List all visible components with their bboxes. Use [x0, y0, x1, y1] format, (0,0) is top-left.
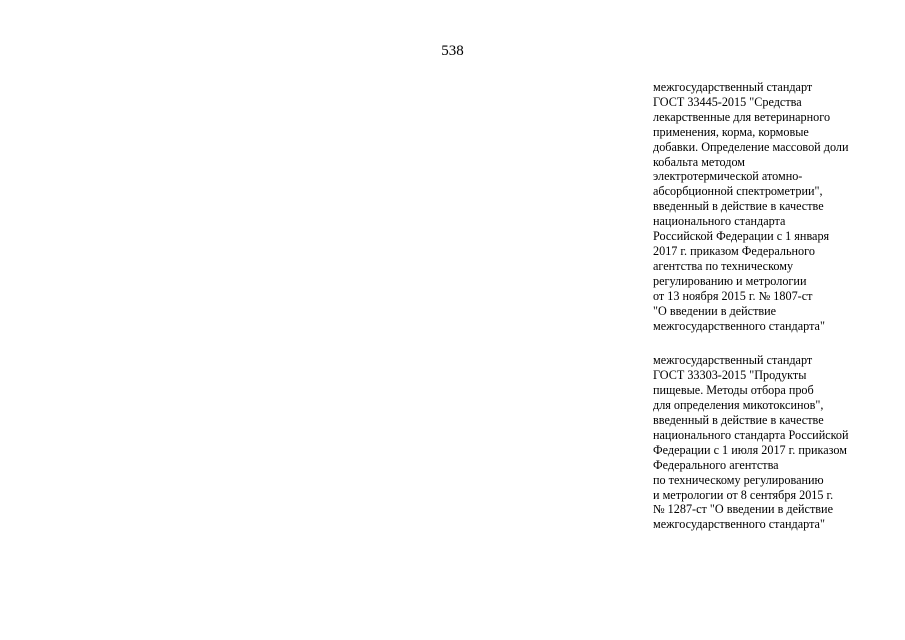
entry-line: Федерального агентства [653, 457, 779, 472]
entry-line: № 1287-ст "О введении в действие [653, 502, 833, 517]
entry-line: абсорбционной спектрометрии", [653, 184, 823, 199]
entry-line: кобальта методом [653, 154, 746, 169]
entry-line: электротермической атомно- [653, 169, 803, 184]
entry-line: национального стандарта Российской [653, 427, 849, 442]
standards-list [653, 80, 893, 552]
entry-line: применения, корма, кормовые [653, 124, 809, 139]
entry-line: межгосударственный стандарт [653, 353, 813, 368]
entry-line: Федерации с 1 июля 2017 г. приказом [653, 442, 847, 457]
entry-line: 2017 г. приказом Федерального [653, 243, 815, 258]
entry-line: межгосударственного стандарта" [653, 517, 825, 532]
entry-line: введенный в действие в качестве [653, 199, 824, 214]
entry-line: ГОСТ 33303-2015 "Продукты [653, 368, 807, 383]
entry-line: введенный в действие в качестве [653, 413, 824, 428]
page-number: 538 [441, 43, 464, 59]
entry-line: по техническому регулированию [653, 472, 824, 487]
standard-entry-gost-33303 [653, 353, 893, 532]
entry-line: пищевые. Методы отбора проб [653, 383, 814, 398]
entry-line: и метрологии от 8 сентября 2015 г. [653, 487, 834, 502]
entry-line: "О введении в действие [653, 303, 777, 318]
entry-line: межгосударственного стандарта" [653, 318, 825, 333]
entry-line: межгосударственный стандарт [653, 80, 813, 94]
entry-line: от 13 ноября 2015 г. № 1807-ст [653, 288, 813, 303]
entry-line: Российской Федерации с 1 января [653, 229, 830, 244]
standard-entry-gost-33445 [653, 80, 893, 333]
entry-line: для определения микотоксинов", [653, 398, 824, 413]
entry-line: национального стандарта [653, 214, 786, 229]
entry-line: ГОСТ 33445-2015 "Средства [653, 94, 802, 109]
entry-line: добавки. Определение массовой доли [653, 139, 849, 154]
entry-line: агентства по техническому [653, 258, 794, 273]
entry-line: лекарственные для ветеринарного [653, 109, 831, 124]
entry-line: регулированию и метрологии [653, 273, 807, 288]
